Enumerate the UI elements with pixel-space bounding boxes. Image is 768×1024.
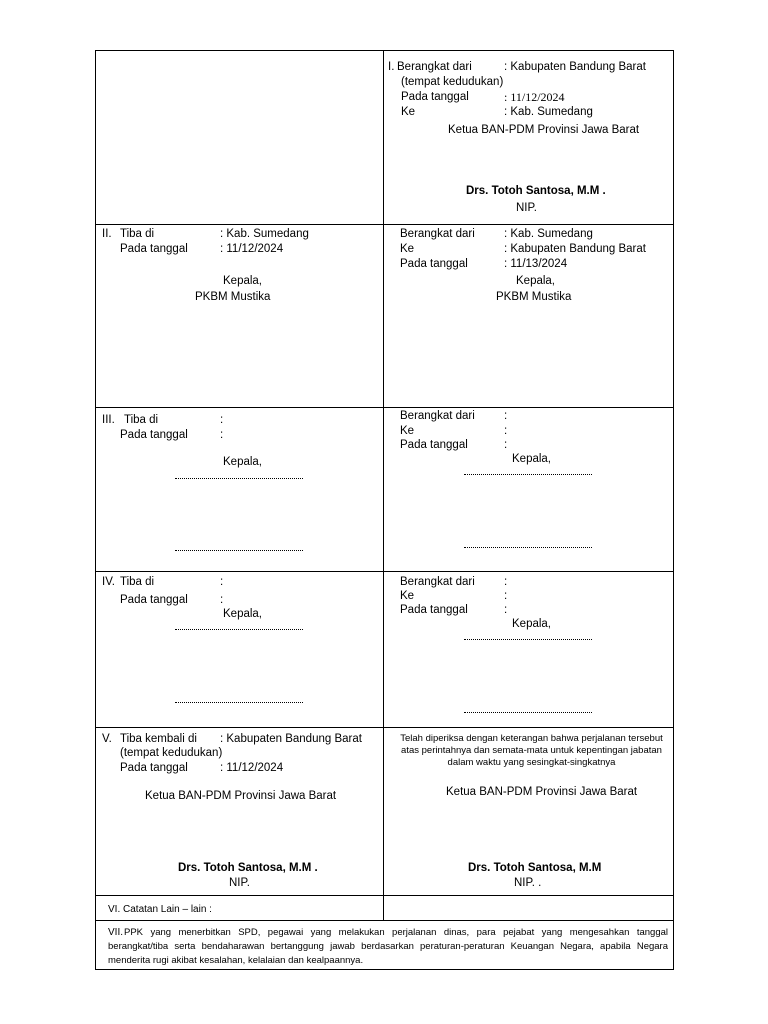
section1-date-value: : 11/12/2024 bbox=[504, 90, 565, 104]
row-divider bbox=[95, 407, 674, 408]
section2-to-value: : Kabupaten Bandung Barat bbox=[504, 243, 646, 255]
row-divider bbox=[95, 727, 674, 728]
section2-to-label: Ke bbox=[400, 243, 415, 255]
section4-to-value: : bbox=[504, 590, 508, 602]
section3-numeral: III. bbox=[102, 414, 115, 426]
section5-date-label: Pada tanggal bbox=[120, 762, 188, 774]
section1-to-label: Ke bbox=[401, 106, 416, 118]
section4-date-value: : bbox=[220, 594, 224, 606]
section2-date-label: Pada tanggal bbox=[120, 243, 188, 255]
section1-date-label: Pada tanggal bbox=[401, 91, 469, 103]
section4-date-label: Pada tanggal bbox=[120, 594, 188, 606]
section1-from-label: Berangkat dari bbox=[397, 61, 472, 73]
section3-to-label: Ke bbox=[400, 425, 415, 437]
verification-note: Telah diperiksa dengan keterangan bahwa perjalanan tersebut atas perintahnya dan semata-mata untuk kepentingan jabatan dalam waktu yang sesingkat-singkatnya bbox=[400, 733, 663, 768]
section2-date-value: : 11/12/2024 bbox=[220, 243, 284, 255]
section5-return-label: Tiba kembali di bbox=[120, 733, 197, 745]
section5-return-sub: (tempat kedudukan) bbox=[120, 747, 223, 759]
section5-numeral: V. bbox=[102, 733, 112, 745]
row-divider bbox=[95, 571, 674, 572]
signature-line bbox=[175, 629, 303, 630]
signature-line bbox=[175, 478, 303, 479]
section2-right-date-value: : 11/13/2024 bbox=[504, 258, 568, 270]
section4-right-head: Kepala, bbox=[512, 618, 552, 630]
row-divider bbox=[95, 895, 674, 896]
section1-from-value: : Kabupaten Bandung Barat bbox=[504, 61, 646, 73]
section2-right-org: PKBM Mustika bbox=[496, 291, 572, 303]
section5-right-signer-name: Drs. Totoh Santosa, M.M bbox=[468, 862, 602, 874]
signature-line bbox=[464, 639, 592, 640]
signature-line bbox=[464, 547, 592, 548]
section2-numeral: II. bbox=[102, 228, 112, 240]
section4-arrive-label: Tiba di bbox=[120, 576, 155, 588]
section4-from-label: Berangkat dari bbox=[400, 576, 475, 588]
section1-to-value: : Kab. Sumedang bbox=[504, 106, 593, 118]
section2-from-value: : Kab. Sumedang bbox=[504, 228, 593, 240]
section3-arrive-value: : bbox=[220, 414, 224, 426]
row-divider bbox=[95, 920, 674, 921]
section4-from-value: : bbox=[504, 576, 508, 588]
section5-left-signer-title: Ketua BAN-PDM Provinsi Jawa Barat bbox=[145, 790, 337, 802]
section2-from-label: Berangkat dari bbox=[400, 228, 475, 240]
section5-return-value: : Kabupaten Bandung Barat bbox=[220, 733, 362, 745]
section1-numeral: I. bbox=[388, 61, 395, 73]
section3-right-head: Kepala, bbox=[512, 453, 552, 465]
section4-numeral: IV. bbox=[102, 576, 116, 588]
section1-signer-name: Drs. Totoh Santosa, M.M . bbox=[466, 185, 606, 197]
section3-from-value: : bbox=[504, 410, 508, 422]
section3-from-label: Berangkat dari bbox=[400, 410, 475, 422]
section2-left-head: Kepala, bbox=[223, 275, 263, 287]
section2-left-org: PKBM Mustika bbox=[195, 291, 271, 303]
section1-signer-nip: NIP. bbox=[516, 202, 537, 214]
section2-right-head: Kepala, bbox=[516, 275, 556, 287]
signature-line bbox=[464, 712, 592, 713]
section3-right-date-label: Pada tanggal bbox=[400, 439, 468, 451]
section2-arrive-label: Tiba di bbox=[120, 228, 155, 240]
column-divider bbox=[383, 50, 384, 920]
section3-date-value: : bbox=[220, 429, 224, 441]
section4-to-label: Ke bbox=[400, 590, 415, 602]
section5-left-signer-nip: NIP. bbox=[229, 877, 250, 889]
signature-line bbox=[175, 702, 303, 703]
section3-to-value: : bbox=[504, 425, 508, 437]
section5-right-signer-title: Ketua BAN-PDM Provinsi Jawa Barat bbox=[446, 786, 638, 798]
section3-left-head: Kepala, bbox=[223, 456, 263, 468]
section1-signer-title: Ketua BAN-PDM Provinsi Jawa Barat bbox=[448, 124, 640, 136]
section4-arrive-value: : bbox=[220, 576, 224, 588]
other-notes-label: VI. Catatan Lain – lain : bbox=[108, 904, 212, 915]
liability-statement: PPK yang menerbitkan SPD, pegawai yang melakukan perjalanan dinas, para pejabat yang mengesahkan tanggal berangkat/tiba serta bendaharawan bertanggung jawab berdasarkan peraturan-peraturan Keuangan Negara, apabila Negara menderita rugi akibat kesalahan, kelalaian dan kealpaannya. bbox=[108, 927, 668, 966]
section2-right-date-label: Pada tanggal bbox=[400, 258, 468, 270]
signature-line bbox=[464, 474, 592, 475]
section7-numeral: VII. bbox=[108, 927, 124, 938]
section5-date-value: : 11/12/2024 bbox=[220, 762, 284, 774]
section5-right-signer-nip: NIP. . bbox=[514, 877, 542, 889]
section4-right-date-value: : bbox=[504, 604, 508, 616]
section1-from-sub: (tempat kedudukan) bbox=[401, 76, 504, 88]
section5-left-signer-name: Drs. Totoh Santosa, M.M . bbox=[178, 862, 318, 874]
section3-arrive-label: Tiba di bbox=[124, 414, 159, 426]
section2-arrive-value: : Kab. Sumedang bbox=[220, 228, 309, 240]
section3-date-label: Pada tanggal bbox=[120, 429, 188, 441]
section4-left-head: Kepala, bbox=[223, 608, 263, 620]
section3-right-date-value: : bbox=[504, 439, 508, 451]
signature-line bbox=[175, 550, 303, 551]
section4-right-date-label: Pada tanggal bbox=[400, 604, 468, 616]
row-divider bbox=[95, 224, 674, 225]
